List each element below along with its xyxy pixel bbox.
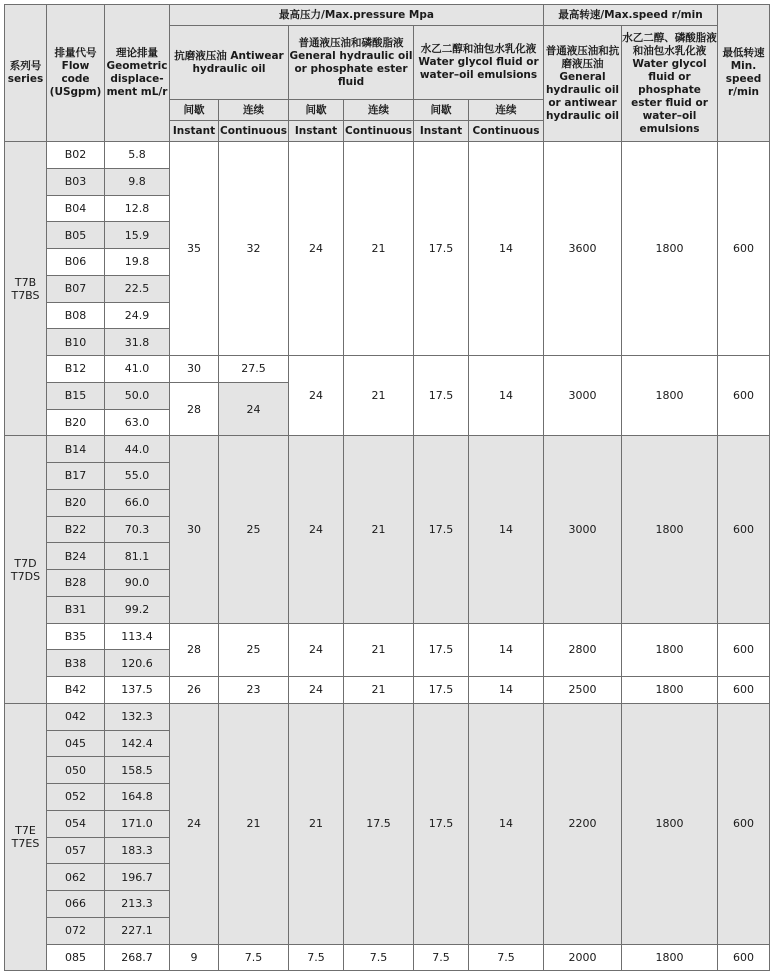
min-speed-cell: 600	[718, 436, 770, 623]
header-continuous: Continuous	[344, 121, 414, 142]
flow-code-cell: B06	[47, 249, 105, 276]
header-instant: Instant	[170, 121, 219, 142]
general-instant-cell: 24	[289, 142, 344, 356]
flow-code-cell: B10	[47, 329, 105, 356]
header-series: 系列号 series	[5, 5, 47, 142]
flow-code-cell: B08	[47, 302, 105, 329]
table-row	[5, 703, 770, 730]
displacement-cell: 90.0	[105, 570, 170, 597]
antiwear-continuous-cell: 25	[219, 623, 289, 677]
flow-code-cell: B20	[47, 489, 105, 516]
min-speed-cell: 600	[718, 677, 770, 704]
water-continuous-cell: 14	[469, 677, 544, 704]
water-instant-cell: 7.5	[414, 944, 469, 971]
antiwear-instant-cell: 35	[170, 142, 219, 356]
table-row	[5, 944, 770, 971]
displacement-cell: 158.5	[105, 757, 170, 784]
table-row	[5, 623, 770, 650]
general-instant-cell: 24	[289, 356, 344, 436]
speed-general-cell: 2800	[544, 623, 622, 677]
displacement-cell: 66.0	[105, 489, 170, 516]
general-continuous-cell: 7.5	[344, 944, 414, 971]
general-continuous-cell: 21	[344, 142, 414, 356]
antiwear-instant-cell: 28	[170, 382, 219, 436]
table-row	[5, 356, 770, 383]
header-speed-water: 水乙二醇、磷酸脂液和油包水乳化液 Water glycol fluid or phosphate ester fluid or water–oil emulsions	[622, 26, 718, 142]
antiwear-continuous-cell: 32	[219, 142, 289, 356]
header-speed-general: 普通液压油和抗磨液压油 General hydraulic oil or antiwear hydraulic oil	[544, 26, 622, 142]
flow-code-cell: B05	[47, 222, 105, 249]
header-intermittent: 间歇	[289, 100, 344, 121]
table-row	[5, 677, 770, 704]
general-continuous-cell: 21	[344, 436, 414, 623]
displacement-cell: 63.0	[105, 409, 170, 436]
header-min-speed: 最低转速 Min. speed r/min	[718, 5, 770, 142]
header-displacement: 理论排量 Geometric displace-ment mL/r	[105, 5, 170, 142]
table-row	[5, 142, 770, 169]
header-max-pressure: 最高压力/Max.pressure Mpa	[170, 5, 544, 26]
water-instant-cell: 17.5	[414, 436, 469, 623]
flow-code-cell: B22	[47, 516, 105, 543]
min-speed-cell: 600	[718, 703, 770, 944]
displacement-cell: 22.5	[105, 275, 170, 302]
flow-code-cell: 062	[47, 864, 105, 891]
flow-code-cell: 052	[47, 784, 105, 811]
min-speed-cell: 600	[718, 623, 770, 677]
displacement-cell: 9.8	[105, 168, 170, 195]
water-continuous-cell: 14	[469, 703, 544, 944]
water-continuous-cell: 14	[469, 356, 544, 436]
displacement-cell: 15.9	[105, 222, 170, 249]
water-continuous-cell: 7.5	[469, 944, 544, 971]
speed-general-cell: 2500	[544, 677, 622, 704]
displacement-cell: 70.3	[105, 516, 170, 543]
displacement-cell: 24.9	[105, 302, 170, 329]
series-cell: T7B T7BS	[5, 142, 47, 436]
pump-spec-table	[4, 4, 770, 971]
general-instant-cell: 24	[289, 677, 344, 704]
speed-water-cell: 1800	[622, 356, 718, 436]
water-continuous-cell: 14	[469, 142, 544, 356]
displacement-cell: 132.3	[105, 703, 170, 730]
antiwear-continuous-cell: 25	[219, 436, 289, 623]
displacement-cell: 5.8	[105, 142, 170, 169]
water-instant-cell: 17.5	[414, 703, 469, 944]
displacement-cell: 81.1	[105, 543, 170, 570]
flow-code-cell: B03	[47, 168, 105, 195]
displacement-cell: 50.0	[105, 382, 170, 409]
min-speed-cell: 600	[718, 356, 770, 436]
antiwear-continuous-cell: 7.5	[219, 944, 289, 971]
general-continuous-cell: 21	[344, 623, 414, 677]
flow-code-cell: B42	[47, 677, 105, 704]
speed-water-cell: 1800	[622, 142, 718, 356]
flow-code-cell: B04	[47, 195, 105, 222]
header-continuous: Continuous	[219, 121, 289, 142]
displacement-cell: 113.4	[105, 623, 170, 650]
general-continuous-cell: 17.5	[344, 703, 414, 944]
general-instant-cell: 7.5	[289, 944, 344, 971]
flow-code-cell: 085	[47, 944, 105, 971]
speed-water-cell: 1800	[622, 623, 718, 677]
header-instant: Instant	[289, 121, 344, 142]
antiwear-instant-cell: 9	[170, 944, 219, 971]
antiwear-instant-cell: 26	[170, 677, 219, 704]
displacement-cell: 183.3	[105, 837, 170, 864]
header-general-phosphate: 普通液压油和磷酸脂液 General hydraulic oil or phosphate ester fluid	[289, 26, 414, 100]
header-intermittent: 间歇	[414, 100, 469, 121]
displacement-cell: 268.7	[105, 944, 170, 971]
antiwear-instant-cell: 24	[170, 703, 219, 944]
header-instant: Instant	[414, 121, 469, 142]
water-continuous-cell: 14	[469, 436, 544, 623]
speed-water-cell: 1800	[622, 703, 718, 944]
flow-code-cell: 072	[47, 917, 105, 944]
header-continuous-cn: 连续	[219, 100, 289, 121]
flow-code-cell: 045	[47, 730, 105, 757]
header-intermittent: 间歇	[170, 100, 219, 121]
displacement-cell: 19.8	[105, 249, 170, 276]
antiwear-continuous-cell: 23	[219, 677, 289, 704]
water-instant-cell: 17.5	[414, 677, 469, 704]
flow-code-cell: 050	[47, 757, 105, 784]
flow-code-cell: B14	[47, 436, 105, 463]
flow-code-cell: B02	[47, 142, 105, 169]
header-antiwear: 抗磨液压油 Antiwear hydraulic oil	[170, 26, 289, 100]
displacement-cell: 120.6	[105, 650, 170, 677]
header-continuous-cn: 连续	[469, 100, 544, 121]
displacement-cell: 31.8	[105, 329, 170, 356]
flow-code-cell: 066	[47, 891, 105, 918]
flow-code-cell: B12	[47, 356, 105, 383]
water-instant-cell: 17.5	[414, 356, 469, 436]
flow-code-cell: 042	[47, 703, 105, 730]
displacement-cell: 164.8	[105, 784, 170, 811]
antiwear-continuous-cell: 21	[219, 703, 289, 944]
flow-code-cell: B15	[47, 382, 105, 409]
header-water-glycol: 水乙二醇和油包水乳化液 Water glycol fluid or water–oil emulsions	[414, 26, 544, 100]
flow-code-cell: B20	[47, 409, 105, 436]
displacement-cell: 41.0	[105, 356, 170, 383]
flow-code-cell: B31	[47, 596, 105, 623]
antiwear-instant-cell: 30	[170, 356, 219, 383]
speed-general-cell: 3000	[544, 356, 622, 436]
general-continuous-cell: 21	[344, 677, 414, 704]
flow-code-cell: 057	[47, 837, 105, 864]
displacement-cell: 142.4	[105, 730, 170, 757]
displacement-cell: 55.0	[105, 463, 170, 490]
general-instant-cell: 21	[289, 703, 344, 944]
water-continuous-cell: 14	[469, 623, 544, 677]
water-instant-cell: 17.5	[414, 623, 469, 677]
displacement-cell: 227.1	[105, 917, 170, 944]
speed-water-cell: 1800	[622, 677, 718, 704]
displacement-cell: 137.5	[105, 677, 170, 704]
displacement-cell: 196.7	[105, 864, 170, 891]
header-max-speed: 最高转速/Max.speed r/min	[544, 5, 718, 26]
antiwear-continuous-cell: 24	[219, 382, 289, 436]
flow-code-cell: B07	[47, 275, 105, 302]
antiwear-continuous-cell: 27.5	[219, 356, 289, 383]
general-instant-cell: 24	[289, 436, 344, 623]
header-flow-code: 排量代号 Flow code (USgpm)	[47, 5, 105, 142]
general-continuous-cell: 21	[344, 356, 414, 436]
flow-code-cell: B28	[47, 570, 105, 597]
flow-code-cell: B17	[47, 463, 105, 490]
antiwear-instant-cell: 30	[170, 436, 219, 623]
series-cell: T7E T7ES	[5, 703, 47, 971]
speed-water-cell: 1800	[622, 436, 718, 623]
displacement-cell: 99.2	[105, 596, 170, 623]
header-continuous-cn: 连续	[344, 100, 414, 121]
displacement-cell: 44.0	[105, 436, 170, 463]
displacement-cell: 171.0	[105, 810, 170, 837]
speed-general-cell: 3000	[544, 436, 622, 623]
water-instant-cell: 17.5	[414, 142, 469, 356]
flow-code-cell: 054	[47, 810, 105, 837]
antiwear-instant-cell: 28	[170, 623, 219, 677]
series-cell: T7D T7DS	[5, 436, 47, 704]
min-speed-cell: 600	[718, 944, 770, 971]
flow-code-cell: B24	[47, 543, 105, 570]
general-instant-cell: 24	[289, 623, 344, 677]
speed-general-cell: 2000	[544, 944, 622, 971]
flow-code-cell: B35	[47, 623, 105, 650]
speed-water-cell: 1800	[622, 944, 718, 971]
table-row	[5, 436, 770, 463]
flow-code-cell: B38	[47, 650, 105, 677]
min-speed-cell: 600	[718, 142, 770, 356]
speed-general-cell: 2200	[544, 703, 622, 944]
displacement-cell: 12.8	[105, 195, 170, 222]
speed-general-cell: 3600	[544, 142, 622, 356]
header-continuous: Continuous	[469, 121, 544, 142]
displacement-cell: 213.3	[105, 891, 170, 918]
